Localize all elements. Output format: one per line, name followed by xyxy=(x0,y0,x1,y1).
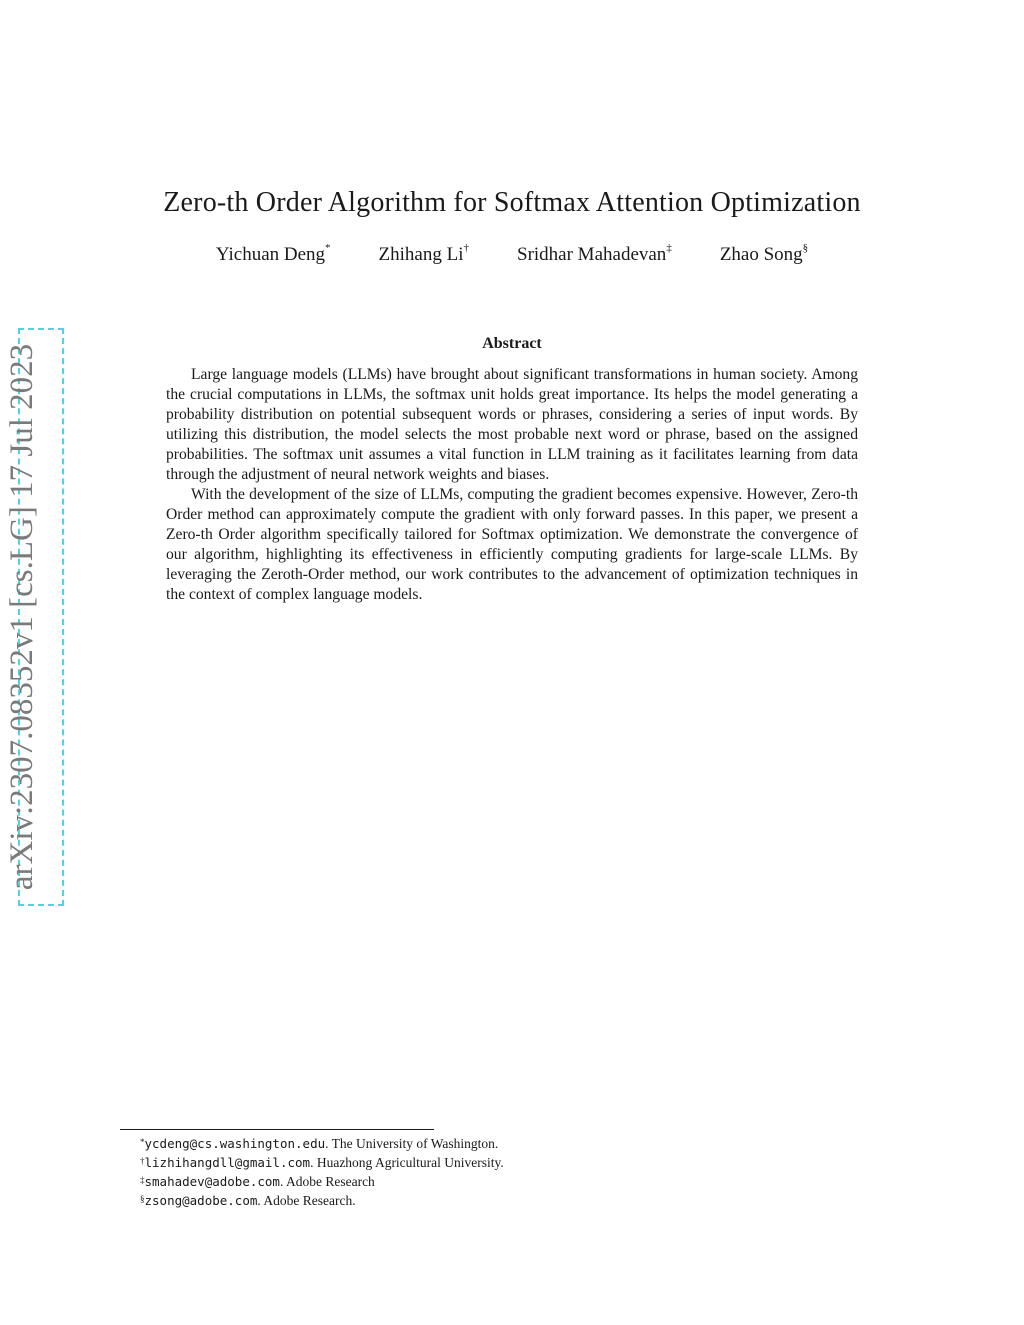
footnote xyxy=(140,1172,840,1191)
footnote-mark: † xyxy=(140,1156,145,1166)
author xyxy=(720,244,808,266)
footnote xyxy=(140,1191,840,1210)
arxiv-stamp-text[interactable]: arXiv:2307.08352v1 [cs.LG] 17 Jul 2023 xyxy=(4,343,40,891)
author-footnote-mark[interactable]: § xyxy=(802,242,809,254)
author-name: Yichuan Deng xyxy=(215,244,326,265)
author-footnote-mark[interactable]: † xyxy=(463,242,469,254)
footnote-mark: § xyxy=(140,1194,145,1204)
footnote-email[interactable]: lizhihangdll@gmail.com xyxy=(144,1155,311,1170)
footnote-email[interactable]: zsong@adobe.com xyxy=(144,1193,258,1208)
author-name: Sridhar Mahadevan xyxy=(517,244,667,265)
footnote xyxy=(140,1153,840,1172)
footnote-email[interactable]: ycdeng@cs.washington.edu xyxy=(144,1136,326,1151)
footnote-affiliation: . Huazhong Agricultural University. xyxy=(310,1155,504,1170)
author-name: Zhao Song xyxy=(719,244,803,265)
footnotes xyxy=(140,1134,840,1210)
footnote-divider xyxy=(120,1129,434,1130)
author xyxy=(216,244,331,266)
abstract-body xyxy=(166,365,858,605)
author-footnote-mark[interactable]: * xyxy=(325,242,331,254)
author-name: Zhihang Li xyxy=(378,244,464,265)
footnote-affiliation: . The University of Washington. xyxy=(325,1136,499,1151)
abstract-paragraph: Large language models (LLMs) have brought about significant transformations in human society. Among the crucial computations in LLMs, the softmax unit holds great importance. Its helps the model generating a probability distribution on potential subsequent words or phrases, considering a series of input words. By utilizing this distribution, the model selects the most probable next word or phrase, based on the assigned probabilities. The softmax unit assumes a vital function in LLM training as it facilitates learning from data through the adjustment of neural network weights and biases. xyxy=(166,366,858,483)
footnote-affiliation: . Adobe Research. xyxy=(257,1193,356,1208)
paper-title: Zero-th Order Algorithm for Softmax Attention Optimization xyxy=(163,187,861,218)
footnote-mark: * xyxy=(140,1137,145,1147)
footnote-mark: ‡ xyxy=(140,1175,145,1185)
author xyxy=(379,244,469,266)
footnote xyxy=(140,1134,840,1153)
author xyxy=(517,244,672,266)
author-footnote-mark[interactable]: ‡ xyxy=(666,242,672,254)
author-list xyxy=(0,244,1024,266)
footnote-affiliation: . Adobe Research xyxy=(279,1174,375,1189)
abstract-paragraph: With the development of the size of LLMs, computing the gradient becomes expensive. However, Zero-th Order method can approximately compute the gradient with only forward passes. In this paper, we present a Zero-th Order algorithm specifically tailored for Softmax optimization. We demonstrate the convergence of our algorithm, highlighting its effectiveness in efficiently computing gradients for large-scale LLMs. By leveraging the Zeroth-Order method, our work contributes to the advancement of optimization techniques in the context of complex language models. xyxy=(166,486,858,603)
abstract-heading: Abstract xyxy=(482,335,542,352)
footnote-email[interactable]: smahadev@adobe.com xyxy=(144,1174,280,1189)
